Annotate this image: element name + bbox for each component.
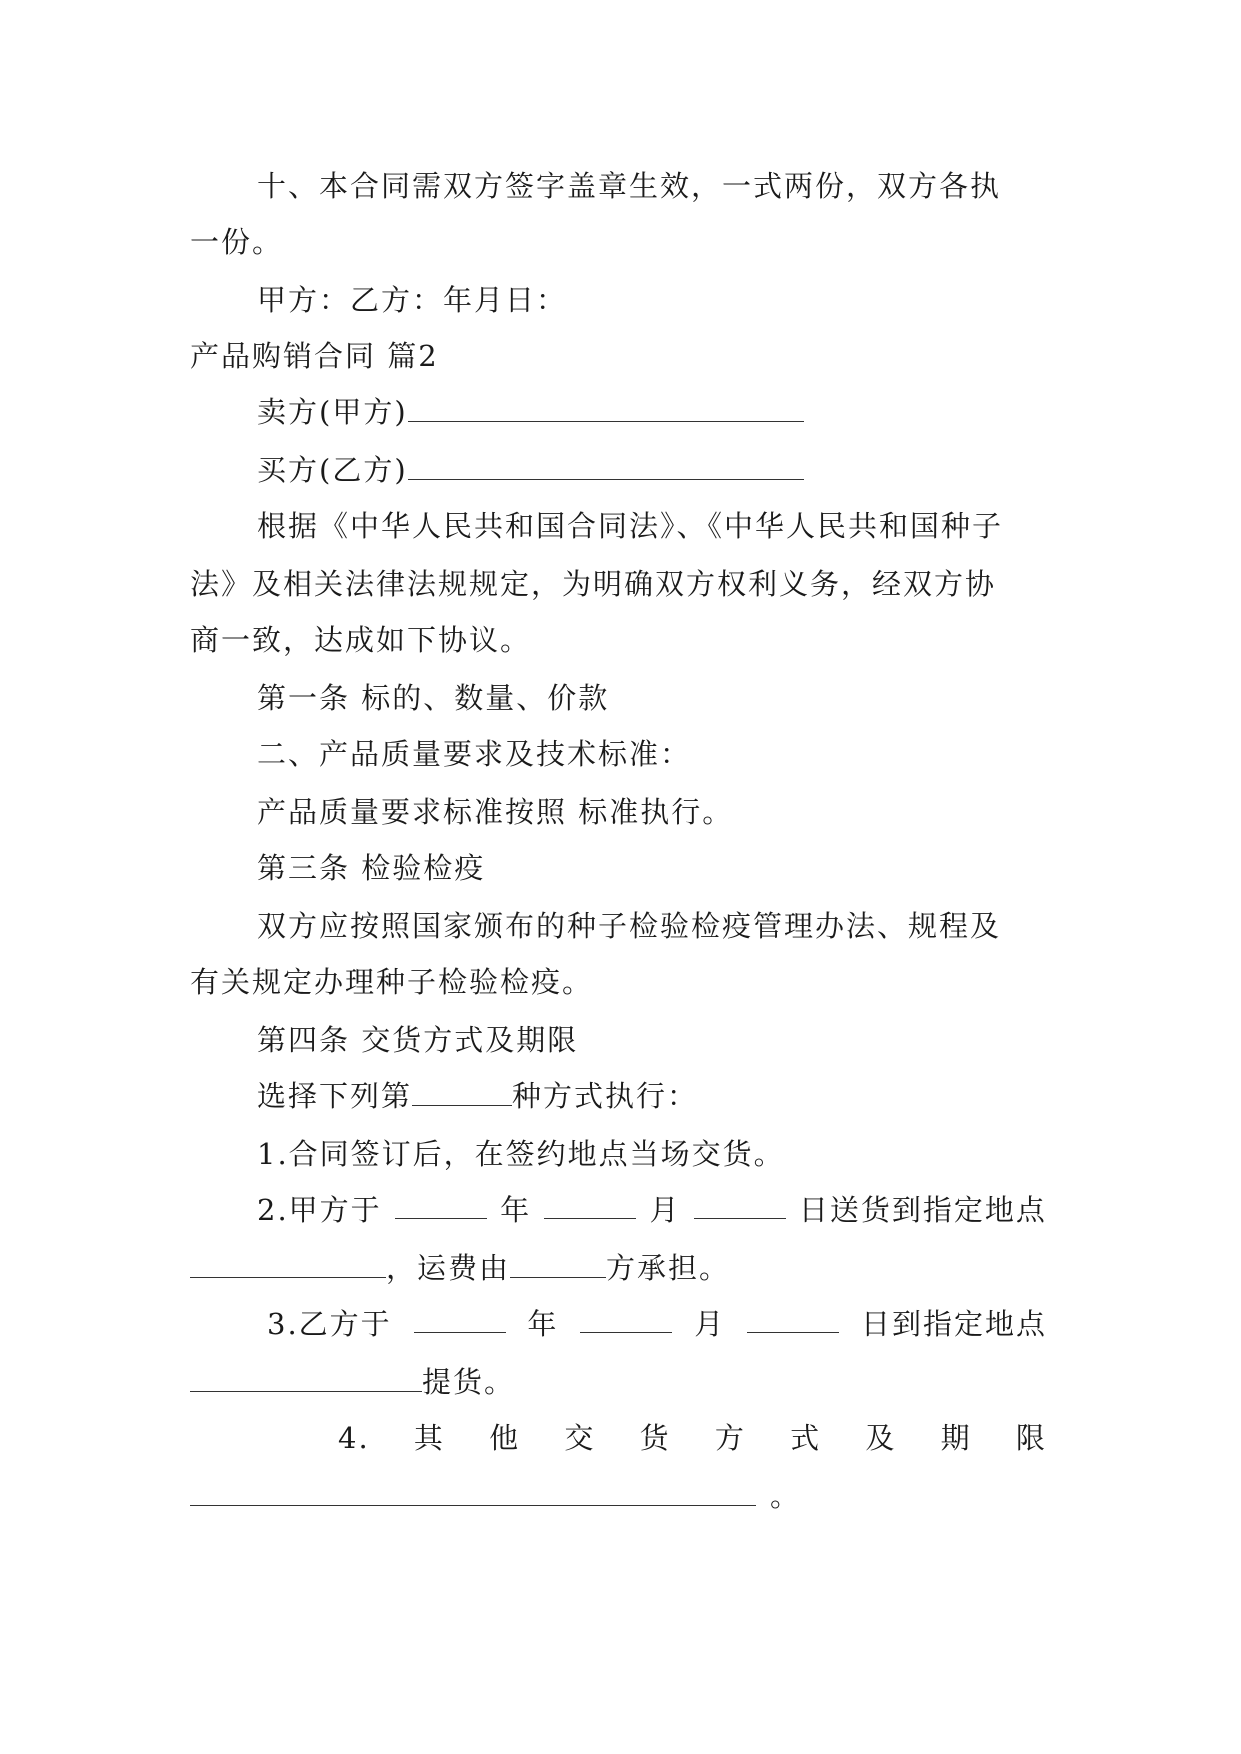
option-3-pickup-place: 日到指定地点 bbox=[860, 1307, 1047, 1341]
option-4-word: 方 bbox=[714, 1421, 746, 1455]
option-4-word: 货 bbox=[639, 1421, 671, 1455]
option-4-line-1 bbox=[338, 1418, 1047, 1458]
option-4-word: 限 bbox=[1015, 1421, 1047, 1455]
option-2-year: 年 bbox=[500, 1193, 532, 1227]
buyer-label: 买方(乙方) bbox=[257, 453, 408, 487]
option-2-line-1 bbox=[257, 1190, 1047, 1230]
option-4-period: 。 bbox=[770, 1479, 802, 1513]
article-3-line-1: 双方应按照国家颁布的种子检验检疫管理办法、规程及 bbox=[257, 909, 1002, 943]
option-2-place-blank bbox=[190, 1249, 386, 1278]
option-2-month: 月 bbox=[649, 1193, 681, 1227]
choose-prefix: 选择下列第 bbox=[257, 1079, 413, 1113]
signature-line: 甲方：乙方：年月日： bbox=[257, 283, 568, 317]
basis-line-3: 商一致，达成如下协议。 bbox=[190, 623, 532, 657]
option-4-line-2 bbox=[190, 1476, 801, 1516]
article-3-heading: 第三条 检验检疫 bbox=[257, 851, 486, 885]
option-3-year: 年 bbox=[527, 1307, 559, 1341]
clause-10-line-1: 十、本合同需双方签字盖章生效，一式两份，双方各执 bbox=[257, 169, 1002, 203]
basis-line-2: 法》及相关法律法规规定，为明确双方权利义务，经双方协 bbox=[190, 567, 997, 601]
choose-suffix: 种方式执行： bbox=[512, 1079, 699, 1113]
buyer-line bbox=[257, 450, 804, 490]
seller-label: 卖方(甲方) bbox=[257, 395, 408, 429]
option-4-word: 式 bbox=[790, 1421, 822, 1455]
option-3-day-blank bbox=[747, 1304, 839, 1333]
article-2-heading: 二、产品质量要求及技术标准： bbox=[257, 737, 692, 771]
seller-line bbox=[257, 392, 804, 432]
option-2-year-blank bbox=[395, 1190, 487, 1219]
option-4-word: 及 bbox=[865, 1421, 897, 1455]
method-number-blank bbox=[412, 1077, 512, 1106]
clause-10-line-2: 一份。 bbox=[190, 225, 284, 259]
option-3-year-blank bbox=[414, 1304, 506, 1333]
option-3-pickup: 提货。 bbox=[422, 1365, 516, 1399]
option-4-word: 其 bbox=[413, 1421, 445, 1455]
option-3-place-blank bbox=[190, 1363, 422, 1392]
option-4-word: 期 bbox=[940, 1421, 972, 1455]
option-2-bear: 方承担。 bbox=[606, 1251, 731, 1285]
section-title: 产品购销合同 篇2 bbox=[190, 339, 439, 373]
option-2-prefix: 2.甲方于 bbox=[257, 1193, 382, 1227]
option-2-month-blank bbox=[544, 1190, 636, 1219]
option-2-party-blank bbox=[510, 1249, 606, 1278]
option-4-word: 交 bbox=[564, 1421, 596, 1455]
basis-line-1: 根据《中华人民共和国合同法》、《中华人民共和国种子 bbox=[257, 509, 1004, 543]
article-4-heading: 第四条 交货方式及期限 bbox=[257, 1023, 579, 1057]
seller-blank bbox=[408, 393, 804, 422]
option-4-word: 他 bbox=[489, 1421, 521, 1455]
article-3-line-2: 有关规定办理种子检验检疫。 bbox=[190, 965, 594, 999]
option-2-delivery: 日送货到指定地点 bbox=[798, 1193, 1047, 1227]
option-3-month-blank bbox=[580, 1304, 672, 1333]
choose-method-line bbox=[257, 1076, 698, 1116]
option-2-day-blank bbox=[694, 1190, 786, 1219]
option-3-prefix: 3.乙方于 bbox=[267, 1307, 392, 1341]
option-3-line-1 bbox=[267, 1304, 1047, 1344]
option-1: 1.合同签订后，在签约地点当场交货。 bbox=[257, 1137, 785, 1171]
option-3-month: 月 bbox=[694, 1307, 726, 1341]
option-4-word: 4. bbox=[338, 1421, 370, 1455]
option-2-freight: ，运费由 bbox=[386, 1251, 511, 1285]
buyer-blank bbox=[408, 451, 804, 480]
option-2-line-2 bbox=[190, 1248, 730, 1288]
article-1-heading: 第一条 标的、数量、价款 bbox=[257, 681, 610, 715]
option-3-line-2 bbox=[190, 1362, 515, 1402]
option-4-blank bbox=[190, 1477, 756, 1506]
article-2-body: 产品质量要求标准按照 标准执行。 bbox=[257, 795, 734, 829]
